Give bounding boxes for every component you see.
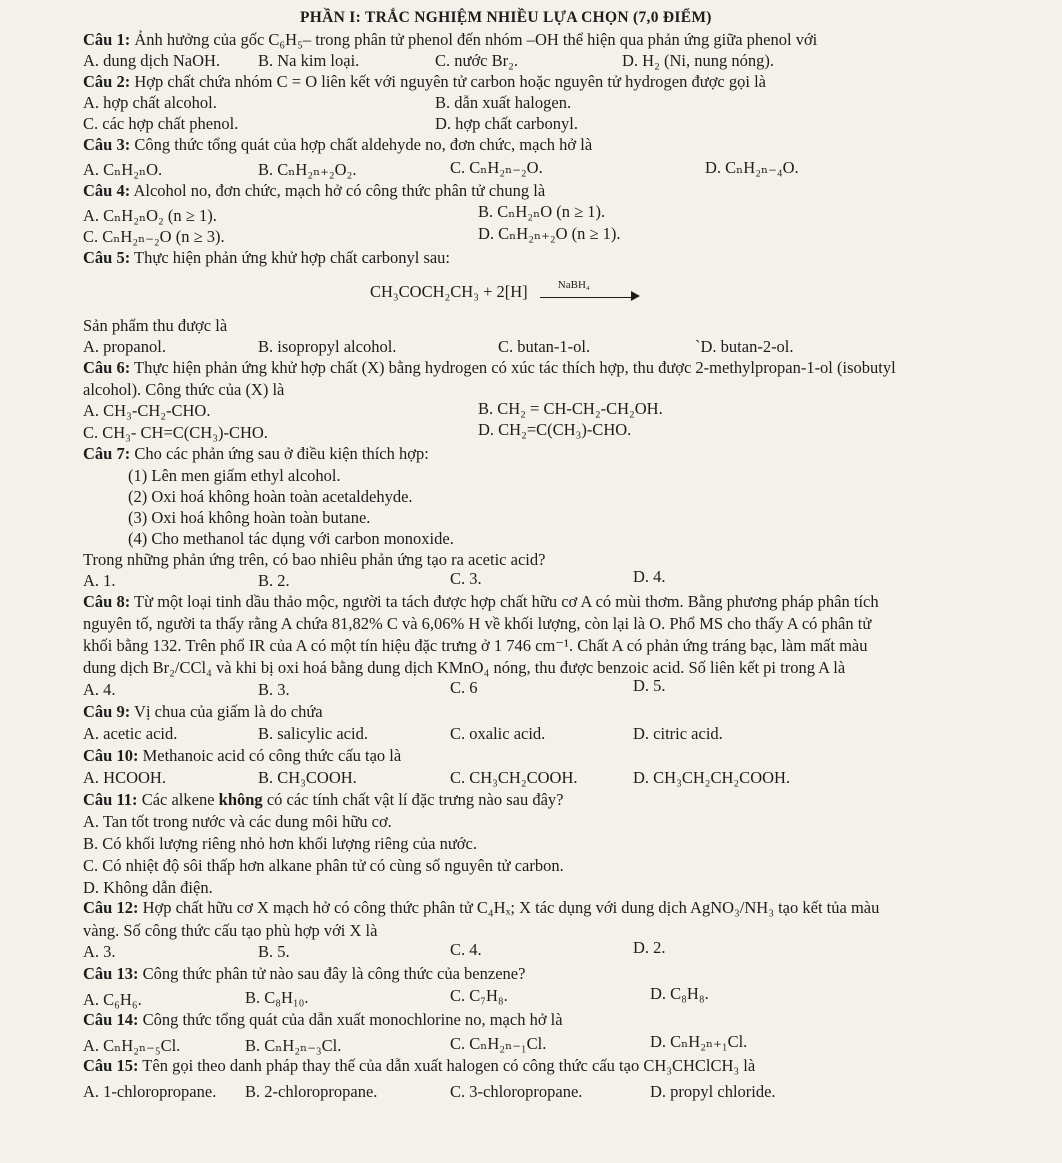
q4-option-c: C. CₙH₂ₙ₋₂O (n ≥ 3). <box>83 227 225 246</box>
q6-option-d: D. CH₂=C(CH₃)-CHO. <box>478 420 632 439</box>
q7-item-4: (4) Cho methanol tác dụng với carbon monoxide. <box>128 529 454 548</box>
q14-option-b: B. CₙH₂ₙ₋₃Cl. <box>245 1036 342 1055</box>
question-text: Hợp chất chứa nhóm C = O liên kết với nguyên tử carbon hoặc nguyên tử hydrogen được gọi là <box>134 72 766 91</box>
q5-option-a: A. propanol. <box>83 337 166 356</box>
question-number: Câu 8: <box>83 592 131 611</box>
q7-item-3: (3) Oxi hoá không hoàn toàn butane. <box>128 508 371 527</box>
question-14 <box>83 1010 563 1030</box>
question-text: Ảnh hưởng của gốc C₆H₅– trong phân tử phenol đến nhóm –OH thể hiện qua phản ứng giữa phenol với <box>134 30 818 49</box>
q3-option-d: D. CₙH₂ₙ₋₄O. <box>705 158 799 177</box>
q2-option-c: C. các hợp chất phenol. <box>83 114 239 133</box>
q9-option-c: C. oxalic acid. <box>450 724 546 743</box>
q6-option-c: C. CH₃- CH=C(CH₃)-CHO. <box>83 423 268 442</box>
q2-option-a: A. hợp chất alcohol. <box>83 93 217 112</box>
q4-option-a: A. CₙH₂ₙO₂ (n ≥ 1). <box>83 206 217 225</box>
q5-product-line: Sản phẩm thu được là <box>83 316 228 335</box>
question-11 <box>83 790 563 810</box>
q11-option-b: B. Có khối lượng riêng nhỏ hơn khối lượng riêng của nước. <box>83 834 477 853</box>
q7-option-d: D. 4. <box>633 567 666 586</box>
question-number: Câu 12: <box>83 898 139 917</box>
question-text: Công thức tổng quát của dẫn xuất monochlorine no, mạch hở là <box>142 1010 563 1029</box>
q15-option-b: B. 2-chloropropane. <box>245 1082 378 1101</box>
question-text: Tên gọi theo danh pháp thay thế của dẫn xuất halogen có công thức cấu tạo CH₃CHClCH₃ là <box>142 1056 756 1075</box>
q10-option-c: C. CH₃CH₂COOH. <box>450 768 578 787</box>
question-6-cont: alcohol). Công thức của (X) là <box>83 380 285 399</box>
question-8-line2: nguyên tố, người ta thấy rằng A chứa 81,82% C và 6,06% H về khối lượng, còn lại là O. Phổ MS cho thấy A có phân tử <box>83 614 872 633</box>
question-8-line4: dung dịch Br₂/CCl₄ và khi bị oxi hoá bằng dung dịch KMnO₄ nóng, thu được benzoic acid. Số liên kết pi trong A là <box>83 658 846 677</box>
q3-option-b: B. CₙH₂ₙ₊₂O₂. <box>258 160 357 179</box>
question-number: Câu 5: <box>83 248 131 267</box>
q7-option-b: B. 2. <box>258 571 290 590</box>
q1-option-c: C. nước Br₂. <box>435 51 518 70</box>
question-emphasis: không <box>218 790 263 809</box>
reaction-equation <box>370 278 640 302</box>
question-text: Công thức phân tử nào sau đây là công thức của benzene? <box>142 964 526 983</box>
question-number: Câu 11: <box>83 790 138 809</box>
q15-option-a: A. 1-chloropropane. <box>83 1082 217 1101</box>
q10-option-d: D. CH₃CH₂CH₂COOH. <box>633 768 791 787</box>
q8-option-c: C. 6 <box>450 678 478 697</box>
q5-option-b: B. isopropyl alcohol. <box>258 337 397 356</box>
question-number: Câu 14: <box>83 1010 139 1029</box>
question-text: Công thức tổng quát của hợp chất aldehyde no, đơn chức, mạch hở là <box>134 135 593 154</box>
q9-option-b: B. salicylic acid. <box>258 724 368 743</box>
question-15 <box>83 1056 755 1076</box>
question-2 <box>83 72 766 92</box>
question-number: Câu 15: <box>83 1056 139 1075</box>
q10-option-a: A. HCOOH. <box>83 768 166 787</box>
question-12 <box>83 898 879 918</box>
q15-option-d: D. propyl chloride. <box>650 1082 776 1101</box>
question-10 <box>83 746 401 766</box>
equation-reactants: CH₃COCH₂CH₃ + 2[H] <box>370 282 528 301</box>
q7-item-1: (1) Lên men giấm ethyl alcohol. <box>128 466 341 485</box>
q14-option-a: A. CₙH₂ₙ₋₅Cl. <box>83 1036 181 1055</box>
q12-option-d: D. 2. <box>633 938 666 957</box>
question-text: Vị chua của giấm là do chứa <box>134 702 323 721</box>
q12-option-a: A. 3. <box>83 942 116 961</box>
question-3 <box>83 135 592 155</box>
question-12-cont: vàng. Số công thức cấu tạo phù hợp với X là <box>83 921 378 940</box>
question-number: Câu 13: <box>83 964 139 983</box>
reagent-label: NaBH₄ <box>557 278 590 291</box>
reaction-arrow <box>540 278 640 294</box>
q12-option-b: B. 5. <box>258 942 290 961</box>
q9-option-d: D. citric acid. <box>633 724 723 743</box>
question-number: Câu 1: <box>83 30 131 49</box>
question-7 <box>83 444 429 464</box>
q4-option-d: D. CₙH₂ₙ₊₂O (n ≥ 1). <box>478 224 621 243</box>
question-text: Thực hiện phản ứng khử hợp chất (X) bằng hydrogen có xúc tác thích hợp, thu được 2-methylpropan-1-ol (isobutyl <box>134 358 896 377</box>
q8-option-d: D. 5. <box>633 676 666 695</box>
section-title: PHẦN I: TRẮC NGHIỆM NHIỀU LỰA CHỌN (7,0 ĐIỂM) <box>300 9 712 26</box>
question-text: Methanoic acid có công thức cấu tạo là <box>142 746 402 765</box>
q14-option-c: C. CₙH₂ₙ₋₁Cl. <box>450 1034 547 1053</box>
q4-option-b: B. CₙH₂ₙO (n ≥ 1). <box>478 202 606 221</box>
question-text: Các alkene <box>141 790 219 809</box>
q15-option-c: C. 3-chloropropane. <box>450 1082 583 1101</box>
q14-option-d: D. CₙH₂ₙ₊₁Cl. <box>650 1032 748 1051</box>
q6-option-a: A. CH₃-CH₂-CHO. <box>83 401 211 420</box>
question-9 <box>83 702 323 722</box>
q1-option-b: B. Na kim loại. <box>258 51 360 70</box>
question-text-end: có các tính chất vật lí đặc trưng nào sau đây? <box>262 790 564 809</box>
question-number: Câu 3: <box>83 135 131 154</box>
q9-option-a: A. acetic acid. <box>83 724 178 743</box>
question-1 <box>83 30 817 50</box>
question-number: Câu 7: <box>83 444 131 463</box>
q6-option-b: B. CH₂ = CH-CH₂-CH₂OH. <box>478 399 663 418</box>
question-text: Thực hiện phản ứng khử hợp chất carbonyl sau: <box>134 248 451 267</box>
q13-option-d: D. C₈H₈. <box>650 984 709 1003</box>
q1-option-d: D. H₂ (Ni, nung nóng). <box>622 51 774 70</box>
question-5 <box>83 248 450 268</box>
q7-option-a: A. 1. <box>83 571 116 590</box>
q2-option-d: D. hợp chất carbonyl. <box>435 114 578 133</box>
q10-option-b: B. CH₃COOH. <box>258 768 357 787</box>
q3-option-a: A. CₙH₂ₙO. <box>83 160 163 179</box>
question-13 <box>83 964 525 984</box>
question-number: Câu 6: <box>83 358 131 377</box>
question-text: Từ một loại tinh dầu thảo mộc, người ta tách được hợp chất hữu cơ A có mùi thơm. Bằng phương pháp phân tích <box>134 592 879 611</box>
q5-option-d: `D. butan-2-ol. <box>695 337 794 356</box>
question-text: Cho các phản ứng sau ở điều kiện thích hợp: <box>134 444 429 463</box>
q5-option-c: C. butan-1-ol. <box>498 337 591 356</box>
question-number: Câu 2: <box>83 72 131 91</box>
q11-option-c: C. Có nhiệt độ sôi thấp hơn alkane phân tử có cùng số nguyên tử carbon. <box>83 856 564 875</box>
q7-option-c: C. 3. <box>450 569 482 588</box>
question-text: Alcohol no, đơn chức, mạch hở có công thức phân tử chung là <box>133 181 546 200</box>
question-number: Câu 4: <box>83 181 131 200</box>
question-8-line3: khối bằng 132. Trên phổ IR của A có một tín hiệu đặc trưng ở 1 746 cm⁻¹. Chất A có phản ứng tráng bạc, làm mất màu <box>83 636 868 655</box>
q11-option-d: D. Không dẫn điện. <box>83 878 213 897</box>
q7-item-2: (2) Oxi hoá không hoàn toàn acetaldehyde. <box>128 487 413 506</box>
q13-option-b: B. C₈H₁₀. <box>245 988 309 1007</box>
q12-option-c: C. 4. <box>450 940 482 959</box>
q13-option-a: A. C₆H₆. <box>83 990 142 1009</box>
q11-option-a: A. Tan tốt trong nước và các dung môi hữu cơ. <box>83 812 392 831</box>
q1-option-a: A. dung dịch NaOH. <box>83 51 221 70</box>
q8-option-b: B. 3. <box>258 680 290 699</box>
q13-option-c: C. C₇H₈. <box>450 986 508 1005</box>
question-8 <box>83 592 879 612</box>
question-number: Câu 10: <box>83 746 139 765</box>
q2-option-b: B. dẫn xuất halogen. <box>435 93 572 112</box>
question-4 <box>83 181 545 201</box>
q3-option-c: C. CₙH₂ₙ₋₂O. <box>450 158 543 177</box>
q7-question: Trong những phản ứng trên, có bao nhiêu phản ứng tạo ra acetic acid? <box>83 550 546 569</box>
question-number: Câu 9: <box>83 702 131 721</box>
question-text: Hợp chất hữu cơ X mạch hở có công thức phân tử C₄Hₓ; X tác dụng với dung dịch AgNO₃/NH₃ tạo kết tủa màu <box>142 898 880 917</box>
q8-option-a: A. 4. <box>83 680 116 699</box>
question-6 <box>83 358 896 378</box>
